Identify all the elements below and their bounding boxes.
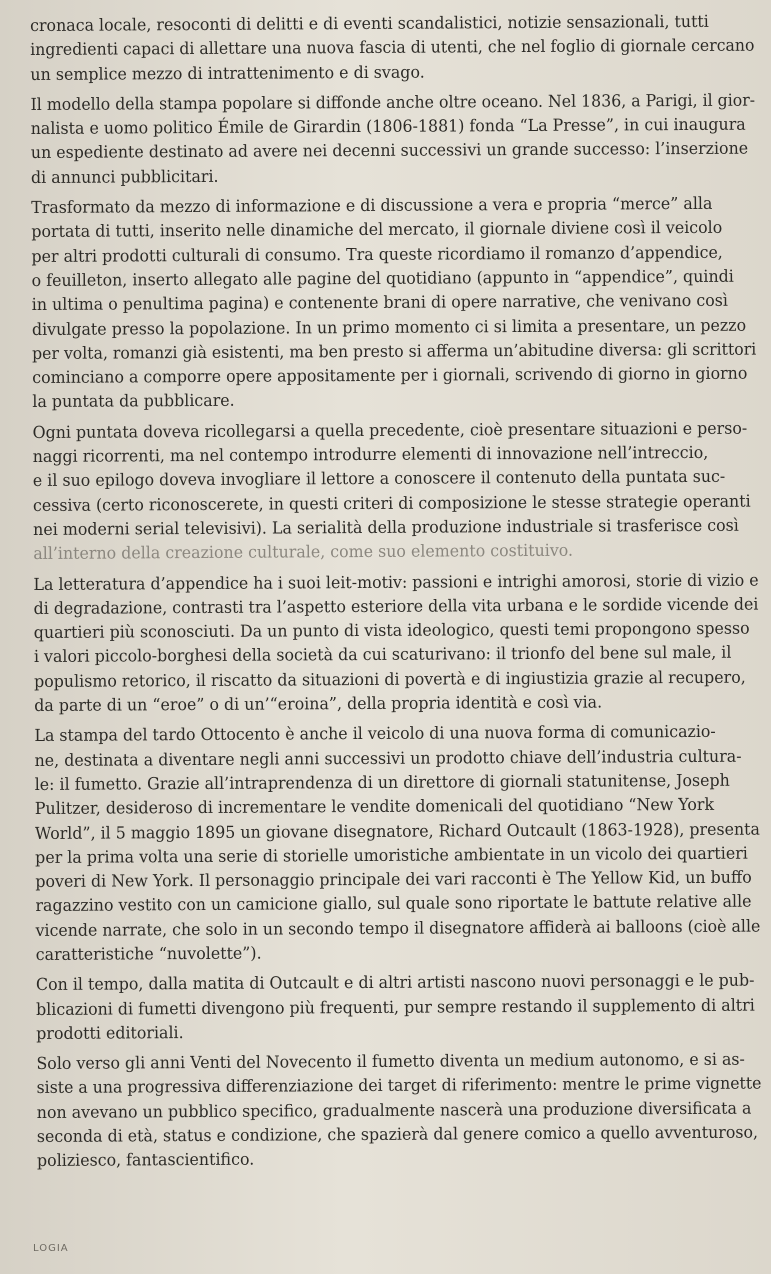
text-line: nei moderni serial televisivi). La serialità della produzione industriale si trasferisce così	[33, 515, 739, 539]
text-line: prodotti editoriali.	[36, 1022, 184, 1043]
text-line: o feuilleton, inserto allegato alle pagine del quotidiano (appunto in “appendice”, quindi	[31, 266, 734, 290]
text-line: Pulitzer, desideroso di incrementare le vendite domenicali del quotidiano “New York	[34, 795, 715, 819]
paragraph-5	[33, 568, 771, 718]
text-line: populismo retorico, il riscatto da situazioni di povertà e di ingiustizia grazie al recupero,	[34, 667, 746, 691]
text-line: per volta, romanzi già esistenti, ma ben presto si afferma un’abitudine diversa: gli scrittori	[32, 339, 757, 363]
text-line: le: il fumetto. Grazie all’intraprendenza di un direttore di giornali statunitense, Joseph	[34, 770, 730, 794]
text-line: cominciano a comporre opere appositamente per i giornali, scrivendo di giorno in giorno	[32, 363, 748, 388]
text-line: blicazioni di fumetti divengono più frequenti, pur sempre restando il supplemento di altri	[36, 995, 755, 1019]
paragraph-1	[30, 9, 771, 87]
text-line: la puntata da pubblicare.	[32, 391, 235, 412]
text-line: Ogni puntata doveva ricollegarsi a quella precedente, cioè presentare situazioni e perso-	[32, 418, 748, 442]
text-line: La stampa del tardo Ottocento è anche il veicolo di una nuova forma di comunicazio-	[34, 722, 716, 746]
text-line: per la prima volta una serie di storielle umoristiche ambientate in un vicolo dei quartieri	[35, 843, 748, 867]
text-line: di annunci pubblicitari.	[30, 166, 219, 187]
text-line: seconda di età, status e condizione, che spazierà dal genere comico a quello avventuroso,	[36, 1122, 759, 1147]
text-line: all’interno della creazione culturale, come suo elemento costituivo.	[33, 540, 574, 564]
text-line: un semplice mezzo di intrattenimento e di svago.	[30, 62, 425, 84]
text-line: caratteristiche “nuvolette”).	[35, 943, 262, 964]
text-line: siste a una progressiva differenziazione dei target di riferimento: mentre le prime vignette	[36, 1074, 762, 1098]
text-line: Con il tempo, dalla matita di Outcault e di altri artisti nascono nuovi personaggi e le pub-	[35, 970, 755, 995]
text-line: ingredienti capaci di allettare una nuova fascia di utenti, che nel foglio di giornale cercano	[30, 35, 755, 60]
text-line: in ultima o penultima pagina) e contenente brani di opere narrative, che venivano così	[31, 291, 728, 315]
text-line: poveri di New York. Il personaggio principale dei vari racconti è The Yellow Kid, un buffo	[35, 867, 752, 892]
text-line: non avevano un pubblico specifico, gradualmente nascerà una produzione diversificata a	[36, 1098, 752, 1122]
text-line: da parte di un “eroe” o di un’“eroina”, della propria identità e così via.	[34, 692, 603, 716]
text-line: per altri prodotti culturali di consumo. Tra queste ricordiamo il romanzo d’appendice,	[31, 242, 723, 266]
text-column	[30, 9, 771, 1179]
text-line: un espediente destinato ad avere nei decenni successivi un grande successo: l’inserzione	[30, 139, 749, 163]
text-line: vicende narrate, che solo in un secondo tempo il disegnatore affiderà ai balloons (cioè alle	[35, 916, 761, 940]
text-line: ragazzino vestito con un camicione giallo, sul quale sono riportate le battute relative alle	[35, 892, 752, 916]
text-line: Trasformato da mezzo di informazione e di discussione a vera e propria “merce” alla	[31, 193, 713, 218]
text-line: La letteratura d’appendice ha i suoi leit-motiv: passioni e intrighi amorosi, storie di vizio e	[33, 570, 759, 594]
text-line: portata di tutti, inserito nelle dinamiche del mercato, il giornale diviene così il veicolo	[31, 218, 723, 242]
paragraph-8	[36, 1048, 771, 1174]
text-line: cessiva (certo riconoscerete, in questi criteri di composizione le stesse strategie operanti	[32, 491, 751, 515]
text-line: i valori piccolo-borghesi della società da cui scaturivano: il trionfo del bene sul male, il	[33, 643, 732, 667]
text-line: Solo verso gli anni Venti del Novecento il fumetto diventa un medium autonomo, e si as-	[36, 1049, 745, 1074]
paragraph-2	[30, 88, 771, 190]
paragraph-7	[36, 969, 771, 1047]
paragraph-6	[34, 720, 771, 968]
text-line: quartieri più sconosciuti. Da un punto di vista ideologico, questi temi propongono spesso	[33, 618, 750, 643]
text-line: di degradazione, contrasti tra l’aspetto esteriore della vita urbana e le sordide vicende dei	[33, 594, 759, 618]
text-line: nalista e uomo politico Émile de Girardin (1806-1881) fonda “La Presse”, in cui inaugura	[30, 114, 746, 139]
paragraph-3	[31, 191, 771, 414]
text-line: divulgate presso la popolazione. In un primo momento ci si limita a presentare, un pezzo	[31, 315, 747, 339]
text-line: cronaca locale, resoconti di delitti e di eventi scandalistici, notizie sensazionali, tutti	[30, 11, 709, 35]
text-line: Il modello della stampa popolare si diffonde anche oltre oceano. Nel 1836, a Parigi, il gior-	[30, 90, 756, 114]
page-footer-mark: LOGIA	[33, 1243, 69, 1254]
text-line: ne, destinata a diventare negli anni successivi un prodotto chiave dell’industria cultura-	[34, 746, 742, 770]
text-line: World”, il 5 maggio 1895 un giovane disegnatore, Richard Outcault (1863-1928), presenta	[34, 819, 760, 843]
text-line: poliziesco, fantascientifico.	[36, 1150, 255, 1171]
paragraph-4	[32, 416, 771, 566]
text-line: naggi ricorrenti, ma nel contempo introdurre elementi di innovazione nell’intreccio,	[32, 442, 709, 467]
text-line: e il suo epilogo doveva invogliare il lettore a conoscere il contenuto della puntata suc-	[32, 467, 726, 491]
